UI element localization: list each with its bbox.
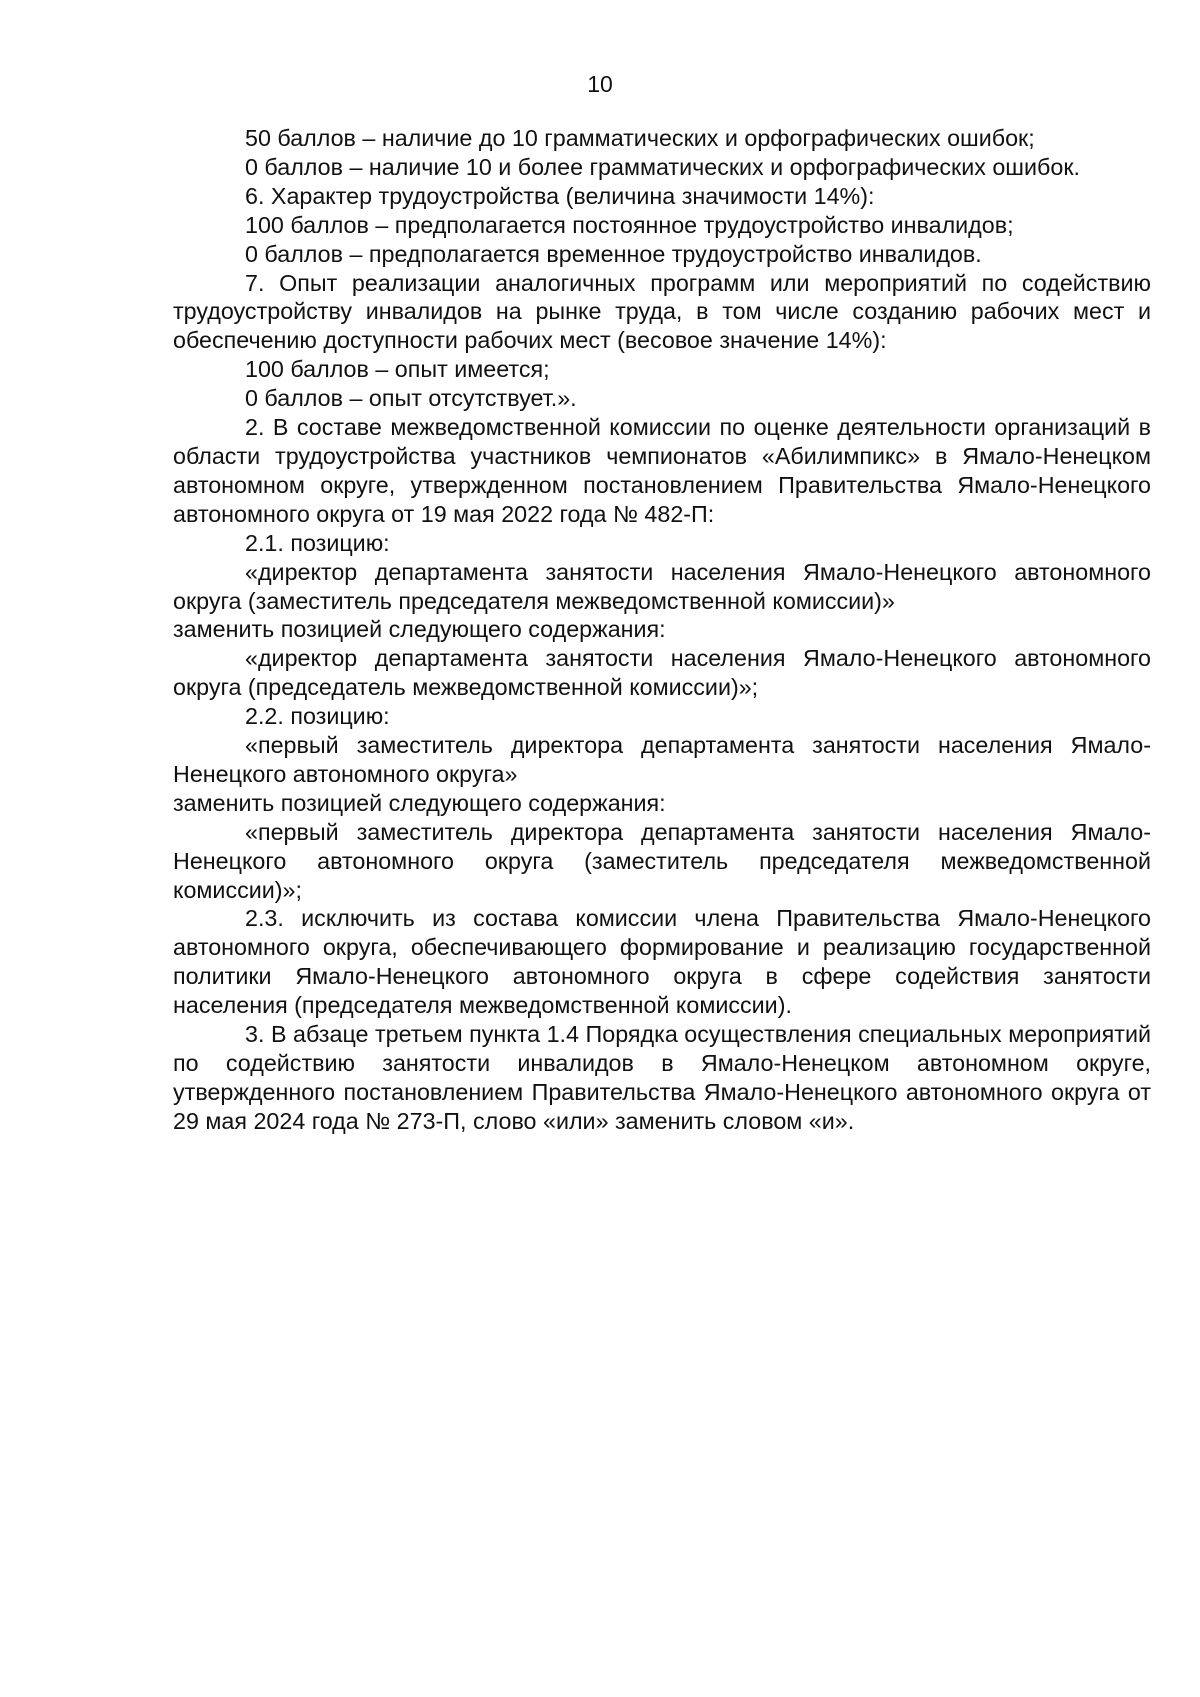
- paragraph: 50 баллов – наличие до 10 грамматических и орфографических ошибок;: [245, 125, 1035, 151]
- paragraph: «первый заместитель директора департамента занятости населения Ямало-Ненецкого автономного округа»: [173, 732, 1151, 787]
- paragraph: «директор департамента занятости населения Ямало-Ненецкого автономного округа (председатель межведомственной комиссии)»;: [173, 645, 1151, 701]
- paragraph: заменить позицией следующего содержания:: [173, 789, 666, 816]
- paragraph: 7. Опыт реализации аналогичных программ или мероприятий по содействию трудоустройству инвалидов на рынке труда, в том числе созданию рабочих мест и обеспечению доступности рабочих мест (весовое значение 14%):: [173, 269, 1151, 354]
- paragraph: «директор департамента занятости населения Ямало-Ненецкого автономного округа (заместитель председателя межведомственной комиссии)»: [173, 558, 1151, 614]
- paragraph: 0 баллов – опыт отсутствует.».: [245, 385, 577, 412]
- paragraph: «первый заместитель директора департамента занятости населения Ямало-Ненецкого автономного округа (заместитель председателя межведомственной комиссии)»;: [173, 818, 1151, 903]
- paragraph: 100 баллов – предполагается постоянное трудоустройство инвалидов;: [245, 211, 1014, 238]
- paragraph: 2. В составе межведомственной комиссии по оценке деятельности организаций в области трудоустройства участников чемпионатов «Абилимпикс» в Ямало-Ненецком автономном округе, утвержденном постановлением Правительства Ямало-Ненецкого автономного округа от 19 мая 2022 года № 482-П:: [173, 414, 1151, 527]
- paragraph: 3. В абзаце третьем пункта 1.4 Порядка осуществления специальных мероприятий по содействию занятости инвалидов в Ямало-Ненецком автономном округе, утвержденного постановлением Правительства Ямало-Ненецкого автономного округа от 29 мая 2024 года № 273-П, слово «или» заменить словом «и».: [173, 1021, 1151, 1134]
- paragraph: 2.2. позицию:: [245, 703, 390, 730]
- document-body: [173, 124, 1151, 1136]
- paragraph: 0 баллов – наличие 10 и более грамматических и орфографических ошибок.: [245, 153, 1080, 180]
- paragraph: 6. Характер трудоустройства (величина значимости 14%):: [245, 182, 875, 209]
- paragraph: заменить позицией следующего содержания:: [173, 616, 666, 643]
- paragraph: 100 баллов – опыт имеется;: [245, 356, 550, 383]
- page-number: 10: [587, 71, 613, 97]
- paragraph: 0 баллов – предполагается временное трудоустройство инвалидов.: [245, 240, 982, 267]
- paragraph: 2.1. позицию:: [245, 529, 390, 556]
- paragraph: 2.3. исключить из состава комиссии члена Правительства Ямало-Ненецкого автономного округа, обеспечивающего формирование и реализацию государственной политики Ямало-Ненецкого автономного округа в сфере содействия занятости населения (председателя межведомственной комиссии).: [173, 905, 1151, 1019]
